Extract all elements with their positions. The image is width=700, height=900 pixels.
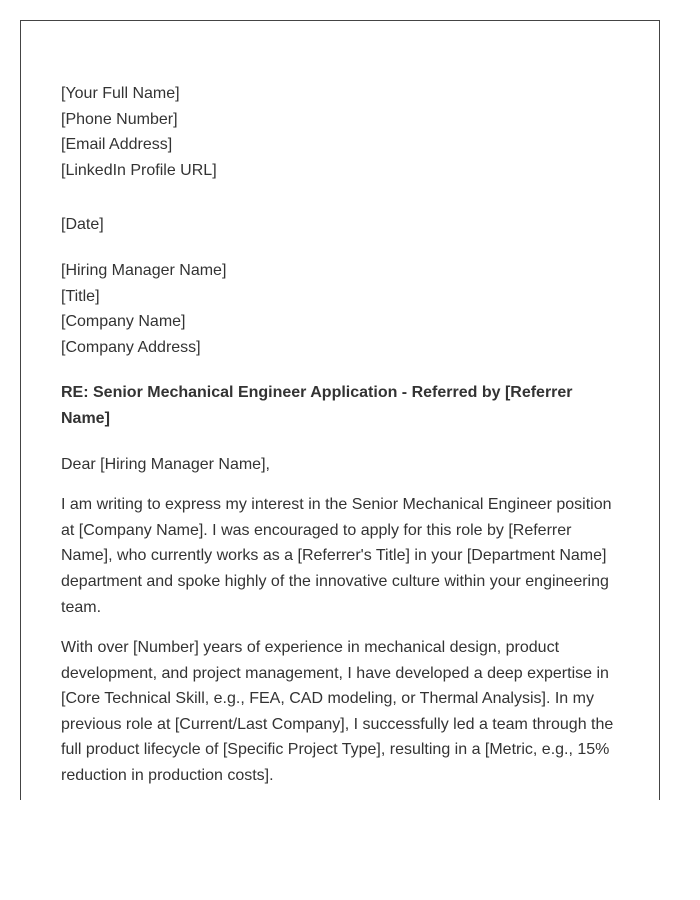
sender-linkedin: [LinkedIn Profile URL] xyxy=(61,161,217,179)
letter-content xyxy=(61,81,621,789)
recipient-title: [Title] xyxy=(61,287,100,305)
sender-block xyxy=(61,81,621,183)
sender-phone: [Phone Number] xyxy=(61,110,178,128)
recipient-address: [Company Address] xyxy=(61,338,201,356)
sender-name: [Your Full Name] xyxy=(61,85,180,102)
letter-date: [Date] xyxy=(61,216,104,234)
recipient-manager: [Hiring Manager Name] xyxy=(61,261,227,279)
recipient-block xyxy=(61,258,621,360)
letter-page xyxy=(20,20,660,800)
date-line xyxy=(61,212,621,238)
body-paragraph: With over [Number] years of experience in mechanical design, product development, and project management, I have developed a deep expertise in [Core Technical Skill, e.g., FEA, CAD modeling, or Thermal Analysis]. In my previous role at [Current/Last Company], I successfully led a team through the full product lifecycle of [Specific Project Type], resulting in a [Metric, e.g., 15% reduction in production costs]. xyxy=(61,639,614,785)
sender-email: [Email Address] xyxy=(61,136,173,154)
body-paragraph: I am writing to express my interest in the Senior Mechanical Engineer position at [Company Name]. I was encouraged to apply for this role by [Referrer Name], who currently works as a [Referrer's Title] in your [Department Name] department and spoke highly of the innovative culture within your engineering team. xyxy=(61,496,612,616)
recipient-company: [Company Name] xyxy=(61,313,186,331)
subject-line: RE: Senior Mechanical Engineer Application - Referred by [Referrer Name] xyxy=(61,384,573,427)
salutation: Dear [Hiring Manager Name], xyxy=(61,455,270,473)
